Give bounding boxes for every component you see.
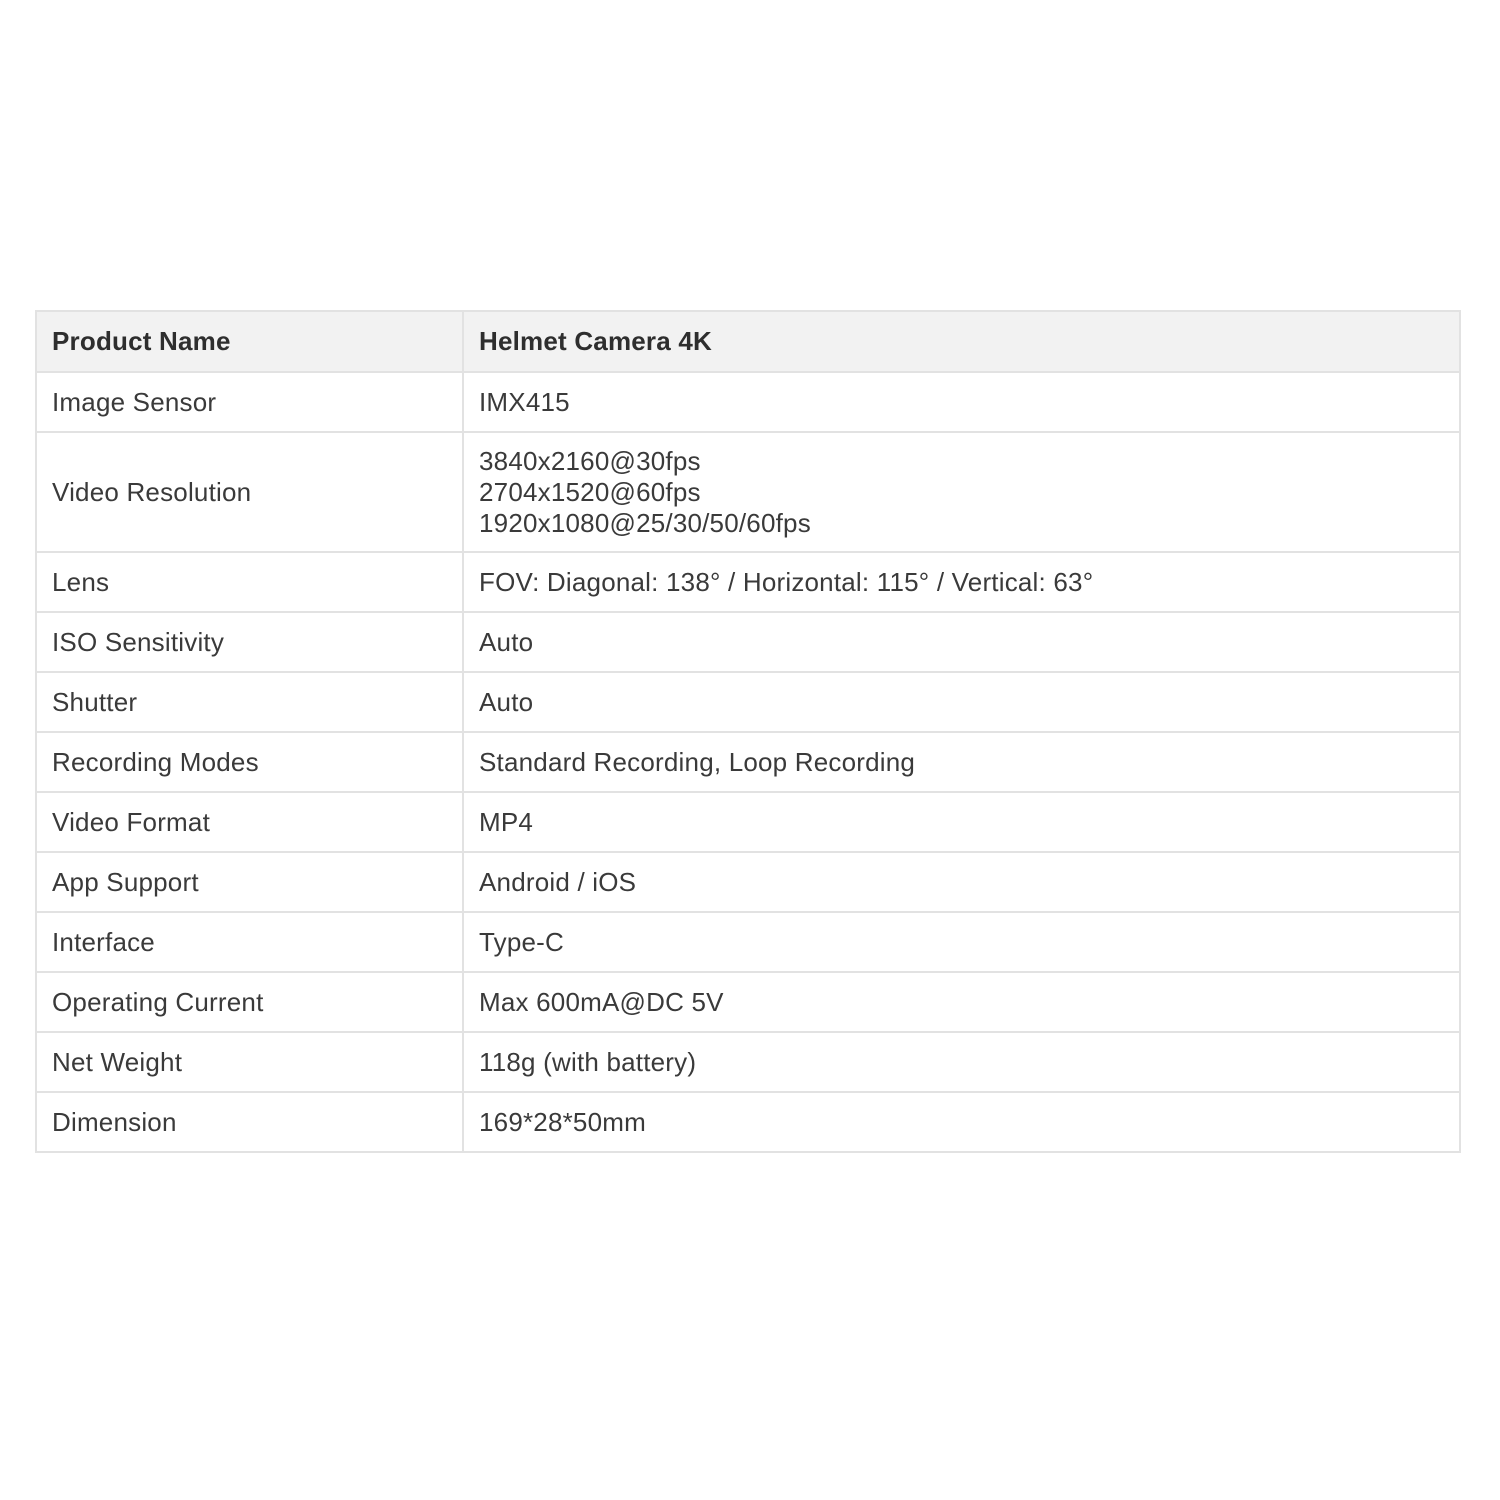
spec-value bbox=[463, 972, 1460, 1032]
table-row bbox=[36, 672, 1460, 732]
spec-label: App Support bbox=[36, 852, 463, 912]
spec-value bbox=[463, 912, 1460, 972]
spec-table bbox=[35, 310, 1461, 1153]
spec-label: Net Weight bbox=[36, 1032, 463, 1092]
spec-value bbox=[463, 852, 1460, 912]
spec-value-line: FOV: Diagonal: 138° / Horizontal: 115° / Vertical: 63° bbox=[479, 566, 1094, 597]
table-row bbox=[36, 912, 1460, 972]
table-row bbox=[36, 372, 1460, 432]
spec-label: ISO Sensitivity bbox=[36, 612, 463, 672]
table-row bbox=[36, 432, 1460, 552]
spec-label: Interface bbox=[36, 912, 463, 972]
spec-value-line: IMX415 bbox=[479, 386, 570, 417]
spec-value-line: 118g (with battery) bbox=[479, 1046, 697, 1077]
spec-value-line: Type-C bbox=[479, 926, 565, 957]
header-value-cell: Helmet Camera 4K bbox=[463, 311, 1460, 372]
spec-label: Dimension bbox=[36, 1092, 463, 1152]
header-label-cell: Product Name bbox=[36, 311, 463, 372]
table-row bbox=[36, 792, 1460, 852]
spec-label: Operating Current bbox=[36, 972, 463, 1032]
spec-value-line: Max 600mA@DC 5V bbox=[479, 986, 724, 1017]
table-row bbox=[36, 552, 1460, 612]
spec-value bbox=[463, 1032, 1460, 1092]
spec-value bbox=[463, 612, 1460, 672]
table-row bbox=[36, 972, 1460, 1032]
spec-value bbox=[463, 372, 1460, 432]
table-row bbox=[36, 1032, 1460, 1092]
spec-label: Video Format bbox=[36, 792, 463, 852]
spec-value-line: Auto bbox=[479, 686, 534, 717]
spec-label: Video Resolution bbox=[36, 432, 463, 552]
table-row bbox=[36, 1092, 1460, 1152]
spec-value-line: 2704x1520@60fps bbox=[479, 476, 701, 507]
spec-value bbox=[463, 1092, 1460, 1152]
spec-value-line: Standard Recording, Loop Recording bbox=[479, 746, 916, 777]
spec-value bbox=[463, 672, 1460, 732]
spec-value bbox=[463, 552, 1460, 612]
spec-label: Image Sensor bbox=[36, 372, 463, 432]
spec-value bbox=[463, 792, 1460, 852]
table-row bbox=[36, 612, 1460, 672]
spec-value bbox=[463, 432, 1460, 552]
spec-value bbox=[463, 732, 1460, 792]
table-header-row bbox=[36, 311, 1460, 372]
table-row bbox=[36, 852, 1460, 912]
spec-value-line: 1920x1080@25/30/50/60fps bbox=[479, 507, 811, 538]
table-row bbox=[36, 732, 1460, 792]
spec-value-line: 3840x2160@30fps bbox=[479, 445, 701, 476]
spec-value-line: Auto bbox=[479, 626, 534, 657]
spec-label: Shutter bbox=[36, 672, 463, 732]
spec-label: Lens bbox=[36, 552, 463, 612]
spec-value-line: 169*28*50mm bbox=[479, 1106, 646, 1137]
spec-label: Recording Modes bbox=[36, 732, 463, 792]
spec-value-line: MP4 bbox=[479, 806, 534, 837]
spec-value-line: Android / iOS bbox=[479, 866, 637, 897]
